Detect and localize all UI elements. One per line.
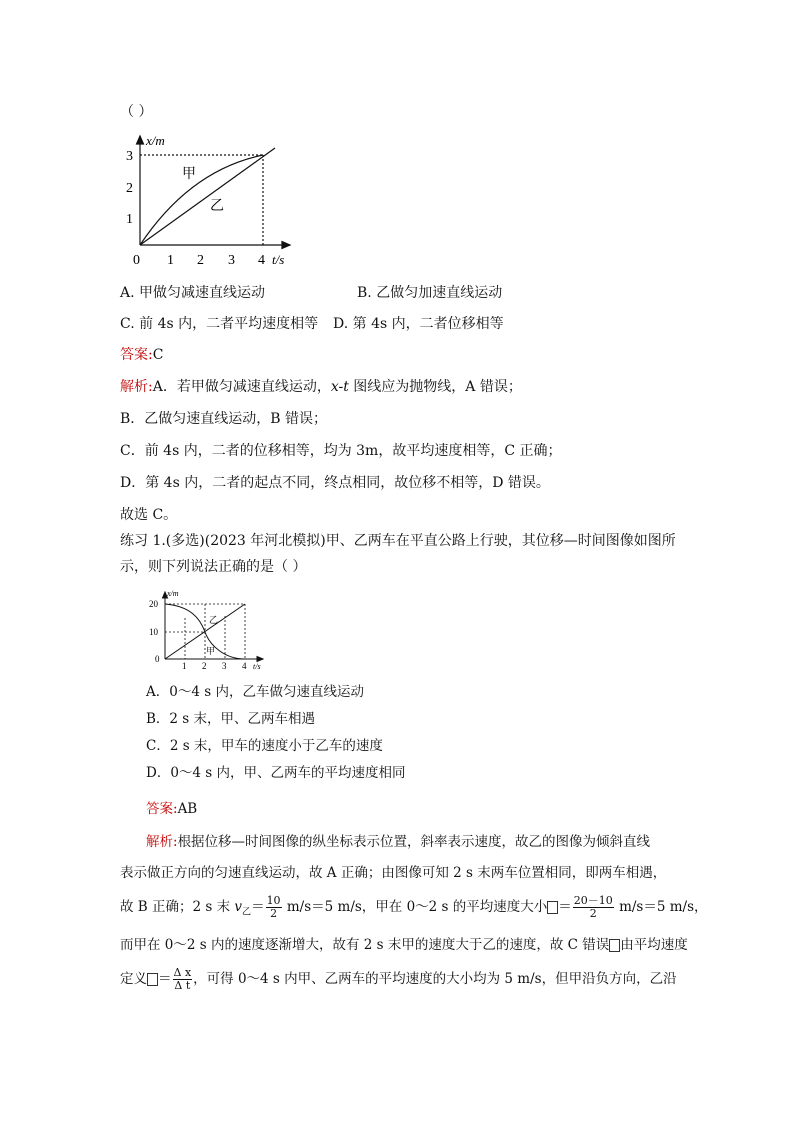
fraction-2: [573, 895, 614, 920]
graph-2-ylabel: x/m: [167, 589, 179, 598]
graph-2-xlabel: t/s: [253, 662, 261, 671]
graph-1-xtick-0: 0: [133, 253, 140, 268]
fraction-2-num: 20－10: [573, 894, 613, 907]
q1-analysis-b: B．乙做匀速直线运动，B 错误；: [120, 411, 328, 427]
graph-2-label-yi: 乙: [209, 615, 219, 625]
graph-1-xlabel: t/s: [272, 252, 285, 267]
answer-label: 答案:: [120, 347, 153, 363]
equals: ＝: [158, 971, 172, 987]
graph-2-xtick-1: 1: [182, 661, 187, 671]
fraction-3: [173, 967, 193, 992]
analysis-text: m/s＝5 m/s，甲在 0～2 s 的平均速度大小: [282, 899, 548, 915]
q2-analysis-line1: [146, 833, 650, 851]
fraction-1-den: 2: [270, 907, 278, 920]
graph-2-label-jia: 甲: [206, 646, 216, 656]
graph-1-ytick-1: 1: [126, 212, 133, 227]
q2-analysis-line4: [120, 936, 688, 954]
analysis-text: 根据位移—时间图像的纵坐标表示位置，斜率表示速度，故乙的图像为倾斜直线: [177, 834, 651, 850]
graph-2-xtick-3: 3: [222, 661, 227, 671]
graph-1-label-yi: 乙: [210, 199, 224, 214]
velocity-symbol: v: [234, 899, 243, 915]
q2-option-a: A．0～4 s 内，乙车做匀速直线运动: [146, 684, 364, 700]
graph-1-label-jia: 甲: [182, 167, 196, 182]
q2-option-d: D．0～4 s 内，甲、乙两车的平均速度相同: [146, 765, 406, 781]
analysis-label: 解析:: [120, 379, 153, 395]
fraction-1-num: 10: [266, 894, 281, 907]
graph-1-ytick-3: 3: [126, 149, 133, 164]
q1-option-c: C. 前 4s 内，二者平均速度相等: [120, 316, 319, 332]
q2-option-b: B．2 s 末，甲、乙两车相遇: [146, 711, 316, 727]
equals: ＝: [558, 899, 572, 915]
fraction-3-den: Δ t: [174, 979, 191, 992]
q2-option-c: C．2 s 末，甲车的速度小于乙车的速度: [146, 738, 383, 754]
q2-analysis-line3: [120, 892, 708, 928]
q1-conclusion: 故选 C。: [120, 507, 178, 523]
velocity-subscript: 乙: [242, 907, 252, 918]
analysis-text: 由平均速度: [620, 937, 688, 953]
q2-title-line2: 示，则下列说法正确的是（ ）: [120, 559, 307, 575]
q1-analysis-a: [120, 378, 522, 396]
graph-2-xtick-0: 0: [155, 654, 160, 664]
analysis-text: ，可得 0～4 s 内甲、乙两车的平均速度的大小均为 5 m/s，但甲沿负方向，乙沿: [193, 971, 677, 987]
missing-glyph-box: [609, 939, 620, 952]
missing-glyph-box: [147, 973, 158, 986]
fraction-2-den: 2: [589, 907, 597, 920]
graph-2: [145, 588, 280, 673]
answer-value: AB: [177, 801, 198, 817]
graph-2-ytick-10: 10: [149, 627, 158, 637]
graph-1-xtick-3: 3: [228, 253, 235, 268]
graph-1-line-yi: [140, 148, 275, 245]
missing-glyph-box: [547, 901, 558, 914]
analysis-text: 定义: [120, 971, 147, 987]
analysis-text-italic: x-t: [330, 379, 349, 395]
analysis-text: 图线应为抛物线，A 错误；: [348, 379, 522, 395]
q1-option-b: B. 乙做匀加速直线运动: [357, 285, 503, 301]
q1-option-a: A. 甲做匀减速直线运动: [120, 285, 266, 301]
q2-analysis-line2: 表示做正方向的匀速直线运动，故 A 正确；由图像可知 2 s 末两车位置相同，即两车相遇，: [120, 865, 667, 881]
fraction-3-num: Δ x: [173, 966, 192, 979]
graph-2-ytick-20: 20: [149, 599, 158, 609]
q2-answer: [146, 800, 197, 818]
analysis-text: m/s＝5 m/s，: [614, 899, 708, 915]
q2-analysis-line5: [120, 964, 677, 994]
equals: ＝: [251, 899, 265, 915]
analysis-text: 故 B 正确；2 s 末: [120, 899, 235, 915]
q1-option-d: D. 第 4s 内，二者位移相等: [333, 316, 504, 332]
analysis-text: A．若甲做匀减速直线运动，: [152, 379, 331, 395]
graph-1-xtick-4: 4: [258, 253, 265, 268]
q1-analysis-d: D．第 4s 内，二者的起点不同，终点相同，故位移不相等，D 错误。: [120, 475, 550, 491]
graph-1-xtick-2: 2: [197, 253, 204, 268]
analysis-text: 而甲在 0～2 s 内的速度逐渐增大，故有 2 s 末甲的速度大于乙的速度，故 C 错误: [120, 937, 610, 953]
graph-1: [120, 130, 300, 270]
graph-2-xtick-4: 4: [242, 661, 247, 671]
graph-1-xtick-1: 1: [167, 253, 174, 268]
graph-2-xtick-2: 2: [202, 661, 207, 671]
q1-analysis-c: C．前 4s 内，二者的位移相等，均为 3m，故平均速度相等，C 正确；: [120, 443, 562, 459]
analysis-label: 解析:: [146, 834, 178, 850]
q1-answer: [120, 346, 163, 364]
answer-label: 答案:: [146, 801, 178, 817]
graph-1-ytick-2: 2: [126, 181, 133, 196]
answer-value: C: [152, 347, 164, 363]
question-paren: （ ）: [120, 104, 153, 120]
graph-1-ylabel: x/m: [146, 133, 165, 148]
q2-title-line1: 练习 1.(多选)(2023 年河北模拟)甲、乙两车在平直公路上行驶，其位移—时间图像如图所: [120, 533, 676, 549]
fraction-1: [266, 895, 282, 920]
